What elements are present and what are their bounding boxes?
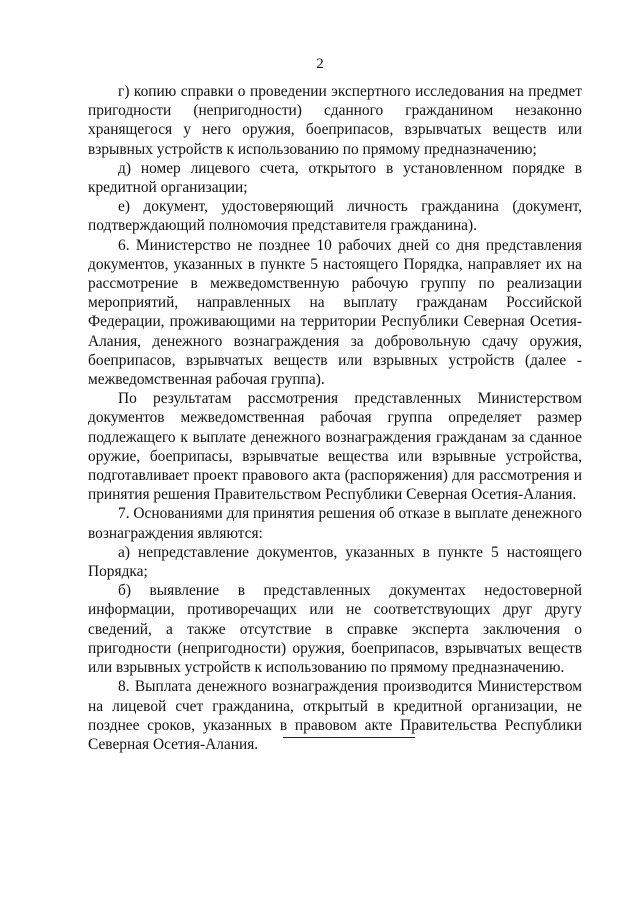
paragraph-4e: е) документ, удостоверяющий личность гражданина (документ, подтверждающий полномочия представителя гражданина). — [88, 198, 582, 235]
paragraph-4d: д) номер лицевого счета, открытого в установленном порядке в кредитной организации; — [88, 159, 582, 197]
paragraph-7: 7. Основаниями для принятия решения об отказе в выплате денежного вознаграждения являются: — [88, 505, 582, 542]
closing-divider — [283, 737, 415, 738]
paragraph-7b: б) выявление в представленных документах недостоверной информации, противоречащих или не соответствующих друг другу сведений, а также отсутствие в справке эксперта заключения о пригодности (непригодности) оружия, боеприпасов, взрывчатых веществ или взрывных устройств к использованию по прямому предназначению. — [88, 582, 582, 677]
paragraph-6: 6. Министерство не позднее 10 рабочих дней со дня представления документов, указанных в пункте 5 настоящего Порядка, направляет их на рассмотрение в межведомственную рабочую группу по реализации мероприятий, направленных на выплату гражданам Российской Федерации, проживающими на территории Республики Северная Осетия-Алания, денежного вознаграждения за добровольную сдачу оружия, боеприпасов, взрывчатых веществ или взрывных устройств (далее - межведомственная рабочая группа). — [88, 236, 582, 389]
document-body — [88, 82, 582, 754]
page-number: 2 — [316, 56, 324, 72]
paragraph-7a: а) непредставление документов, указанных в пункте 5 настоящего Порядка; — [88, 543, 582, 581]
paragraph-8: 8. Выплата денежного вознаграждения производится Министерством на лицевой счет гражданина, открытый в кредитной организации, не позднее сроков, указанных в правовом акте Правительства Республики Северная Осетия-Алания. — [88, 678, 582, 753]
paragraph-6-results: По результатам рассмотрения представленных Министерством документов межведомственная рабочая группа определяет размер подлежащего к выплате денежного вознаграждения гражданам за сданное оружие, боеприпасы, взрывчатые вещества или взрывные устройства, подготавливает проект правового акта (распоряжения) для рассмотрения и принятия решения Правительством Республики Северная Осетия-Алания. — [88, 390, 582, 504]
paragraph-4g: г) копию справки о проведении экспертного исследования на предмет пригодности (непригодности) сданного гражданином незаконно хранящегося у него оружия, боеприпасов, взрывчатых веществ или взрывных устройств к использованию по прямому предназначению; — [88, 83, 582, 158]
